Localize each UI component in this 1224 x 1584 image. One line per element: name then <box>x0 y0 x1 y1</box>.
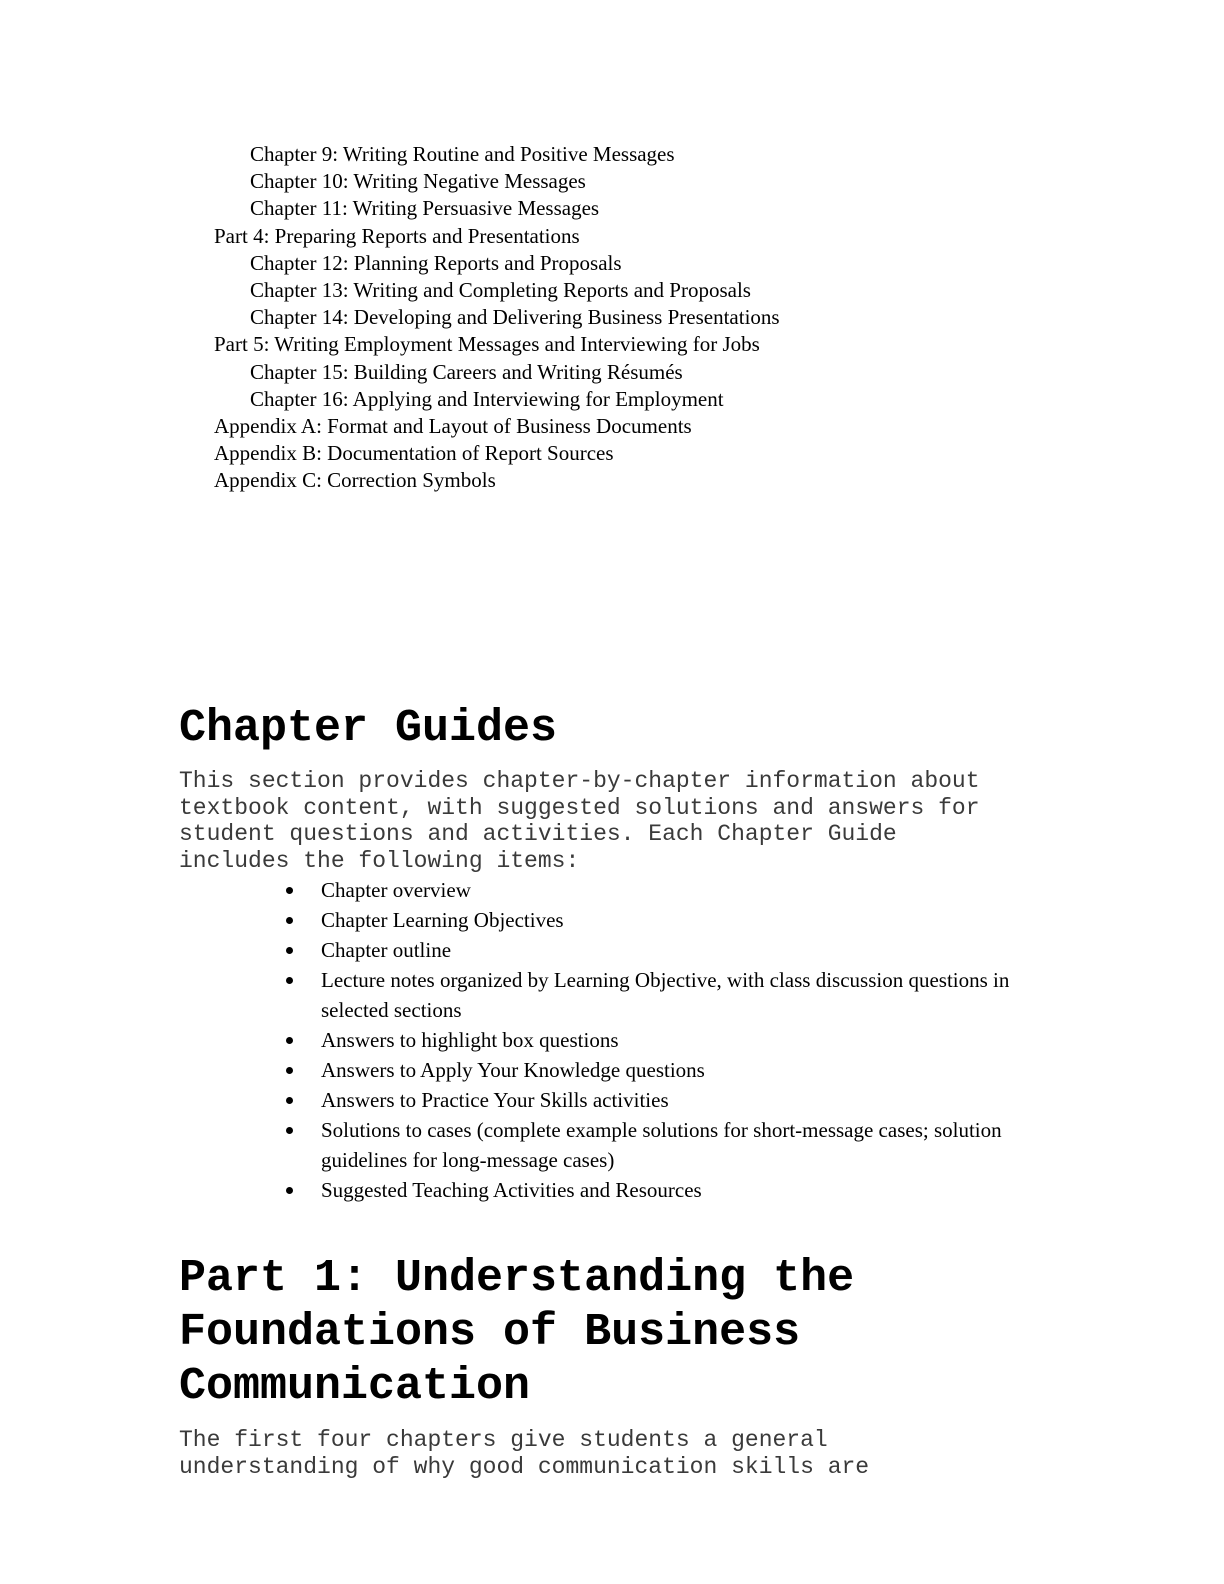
list-item-text: Answers to Practice Your Skills activities <box>321 1088 669 1112</box>
bullet-icon <box>286 1037 293 1044</box>
bullet-icon <box>286 1067 293 1074</box>
bullet-icon <box>286 1127 293 1134</box>
bullet-icon <box>286 917 293 924</box>
toc-entry: Chapter 9: Writing Routine and Positive Messages <box>250 142 675 166</box>
part1-heading-line: Foundations of Business <box>179 1307 801 1358</box>
list-item <box>0 1115 1041 1175</box>
chapter-guides-intro: This section provides chapter-by-chapter information about textbook content, with suggested solutions and answers for student questions and activities. Each Chapter Guide includes the following items: <box>179 768 980 874</box>
toc-entry: Part 5: Writing Employment Messages and Interviewing for Jobs <box>214 332 760 357</box>
bullet-icon <box>286 977 293 984</box>
list-item <box>0 1025 1041 1055</box>
bullet-icon <box>286 1097 293 1104</box>
list-item-text: Solutions to cases (complete example solutions for short-message cases; solution guidelines for long-message cases) <box>321 1118 1002 1172</box>
toc-entry: Chapter 16: Applying and Interviewing for Employment <box>250 386 724 411</box>
list-item-text: Chapter outline <box>321 938 452 962</box>
list-item <box>0 1175 1041 1205</box>
list-item-text: Suggested Teaching Activities and Resources <box>321 1178 702 1202</box>
list-item-text: Lecture notes organized by Learning Objective, with class discussion questions in selected sections <box>321 968 1010 1022</box>
list-item-text: Chapter Learning Objectives <box>321 908 564 932</box>
part1-heading-line: Part 1: Understanding the <box>179 1253 855 1304</box>
bullet-icon <box>286 1187 293 1194</box>
list-item <box>0 905 1041 935</box>
part1-intro: The first four chapters give students a general understanding of why good communication skills are <box>179 1427 870 1480</box>
toc-entry: Appendix B: Documentation of Report Sources <box>214 441 614 466</box>
toc-entry: Chapter 15: Building Careers and Writing Résumés <box>250 359 683 384</box>
toc-entry: Chapter 10: Writing Negative Messages <box>250 169 586 194</box>
toc-entry: Chapter 13: Writing and Completing Reports and Proposals <box>250 278 751 303</box>
list-item <box>0 875 1041 905</box>
toc-entry: Chapter 12: Planning Reports and Proposals <box>250 250 622 275</box>
toc-entry: Part 4: Preparing Reports and Presentations <box>214 223 580 248</box>
toc-entry: Appendix A: Format and Layout of Business Documents <box>214 414 692 439</box>
chapter-guide-items <box>0 875 1224 1205</box>
part1-heading-line: Communication <box>179 1361 531 1412</box>
list-item <box>0 1085 1041 1115</box>
list-item <box>0 1055 1041 1085</box>
bullet-icon <box>286 947 293 954</box>
toc-entry: Appendix C: Correction Symbols <box>214 468 496 493</box>
list-item <box>0 965 1041 1025</box>
list-item-text: Answers to highlight box questions <box>321 1028 619 1052</box>
list-item-text: Chapter overview <box>321 878 471 902</box>
list-item-text: Answers to Apply Your Knowledge questions <box>321 1058 705 1082</box>
chapter-guides-heading: Chapter Guides <box>179 703 558 754</box>
part1-heading <box>179 1252 854 1414</box>
toc-entry: Chapter 14: Developing and Delivering Business Presentations <box>250 305 780 330</box>
bullet-icon <box>286 887 293 894</box>
toc-entry: Chapter 11: Writing Persuasive Messages <box>250 196 600 221</box>
list-item <box>0 935 1041 965</box>
table-of-contents <box>0 141 1224 495</box>
